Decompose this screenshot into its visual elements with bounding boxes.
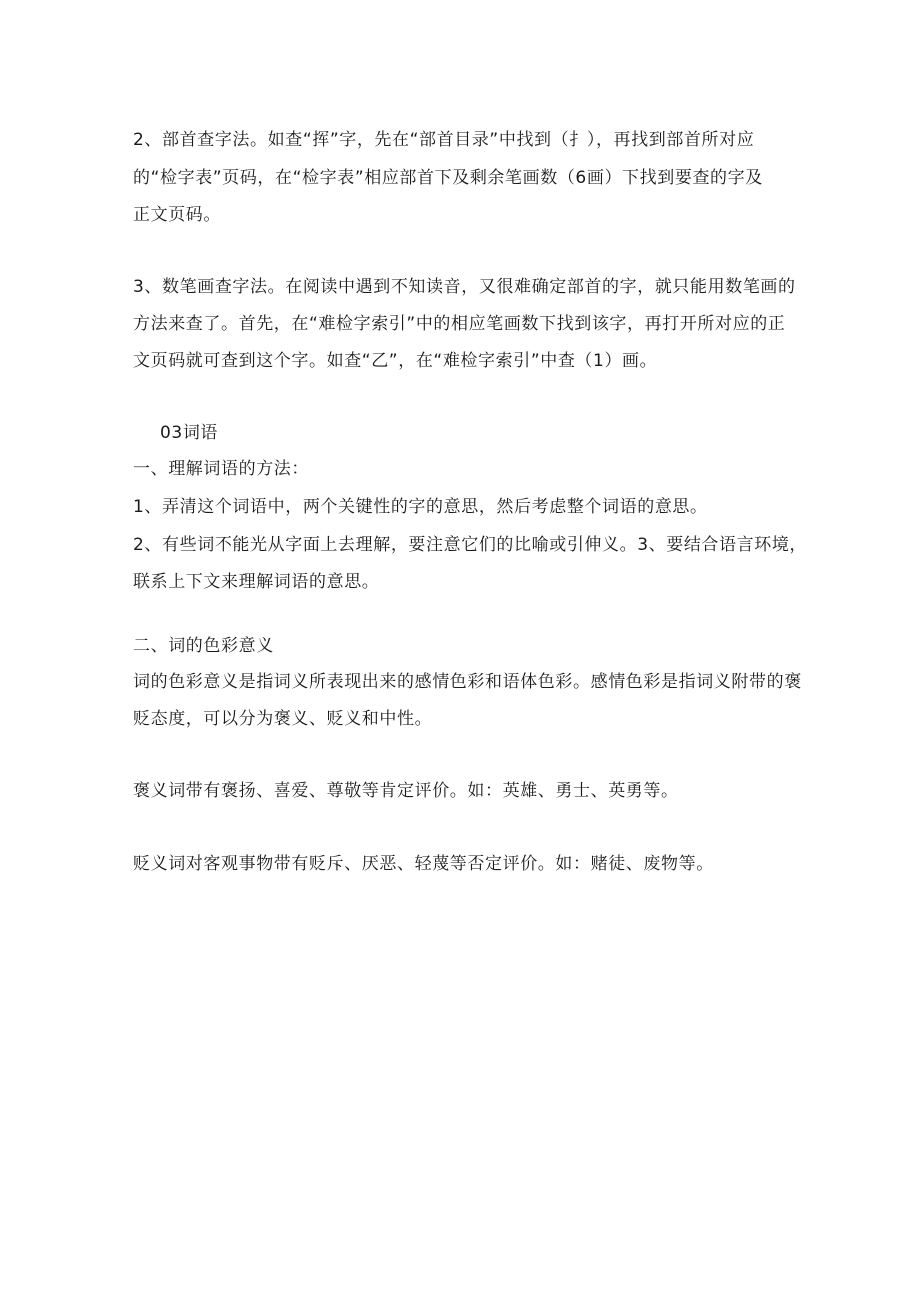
color-meaning-desc-line-1: 词的色彩意义是指词义所表现出来的感情色彩和语体色彩。感情色彩是指词义附带的褒 xyxy=(133,672,802,692)
understand-item-2-line-1: 2、有些词不能光从字面上去理解，要注意它们的比喻或引伸义。3、要结合语言环境， xyxy=(133,535,808,555)
understand-title: 一、理解词语的方法： xyxy=(133,459,309,479)
section-2-line-3: 正文页码。 xyxy=(133,205,221,225)
section-3-line-2: 方法来查了。首先，在“难检字索引”中的相应笔画数下找到该字，再打开所对应的正 xyxy=(133,314,786,334)
section-2-line-2: 的“检字表”页码，在“检字表”相应部首下及剩余笔画数（6画）下找到要查的字及 xyxy=(133,168,763,188)
color-meaning-title: 二、词的色彩意义 xyxy=(133,636,274,656)
negative-words-line: 贬义词对客观事物带有贬斥、厌恶、轻蔑等否定评价。如：赌徒、废物等。 xyxy=(133,854,714,874)
section-3-line-1: 3、数笔画查字法。在阅读中遇到不知读音，又很难确定部首的字，就只能用数笔画的 xyxy=(133,277,796,297)
section-2-line-1: 2、部首查字法。如查“挥”字，先在“部首目录”中找到（扌），再找到部首所对应 xyxy=(133,130,755,150)
color-meaning-desc-line-2: 贬态度，可以分为褒义、贬义和中性。 xyxy=(133,709,433,729)
understand-item-1: 1、弄清这个词语中，两个关键性的字的意思，然后考虑整个词语的意思。 xyxy=(133,497,708,517)
section-heading-03: 03词语 xyxy=(160,423,219,443)
understand-item-2-line-2: 联系上下文来理解词语的意思。 xyxy=(133,572,380,592)
positive-words-line: 褒义词带有褒扬、喜爱、尊敬等肯定评价。如：英雄、勇士、英勇等。 xyxy=(133,781,679,801)
section-3-line-3: 文页码就可查到这个字。如查“乙”，在“难检字索引”中查（1）画。 xyxy=(133,351,658,371)
